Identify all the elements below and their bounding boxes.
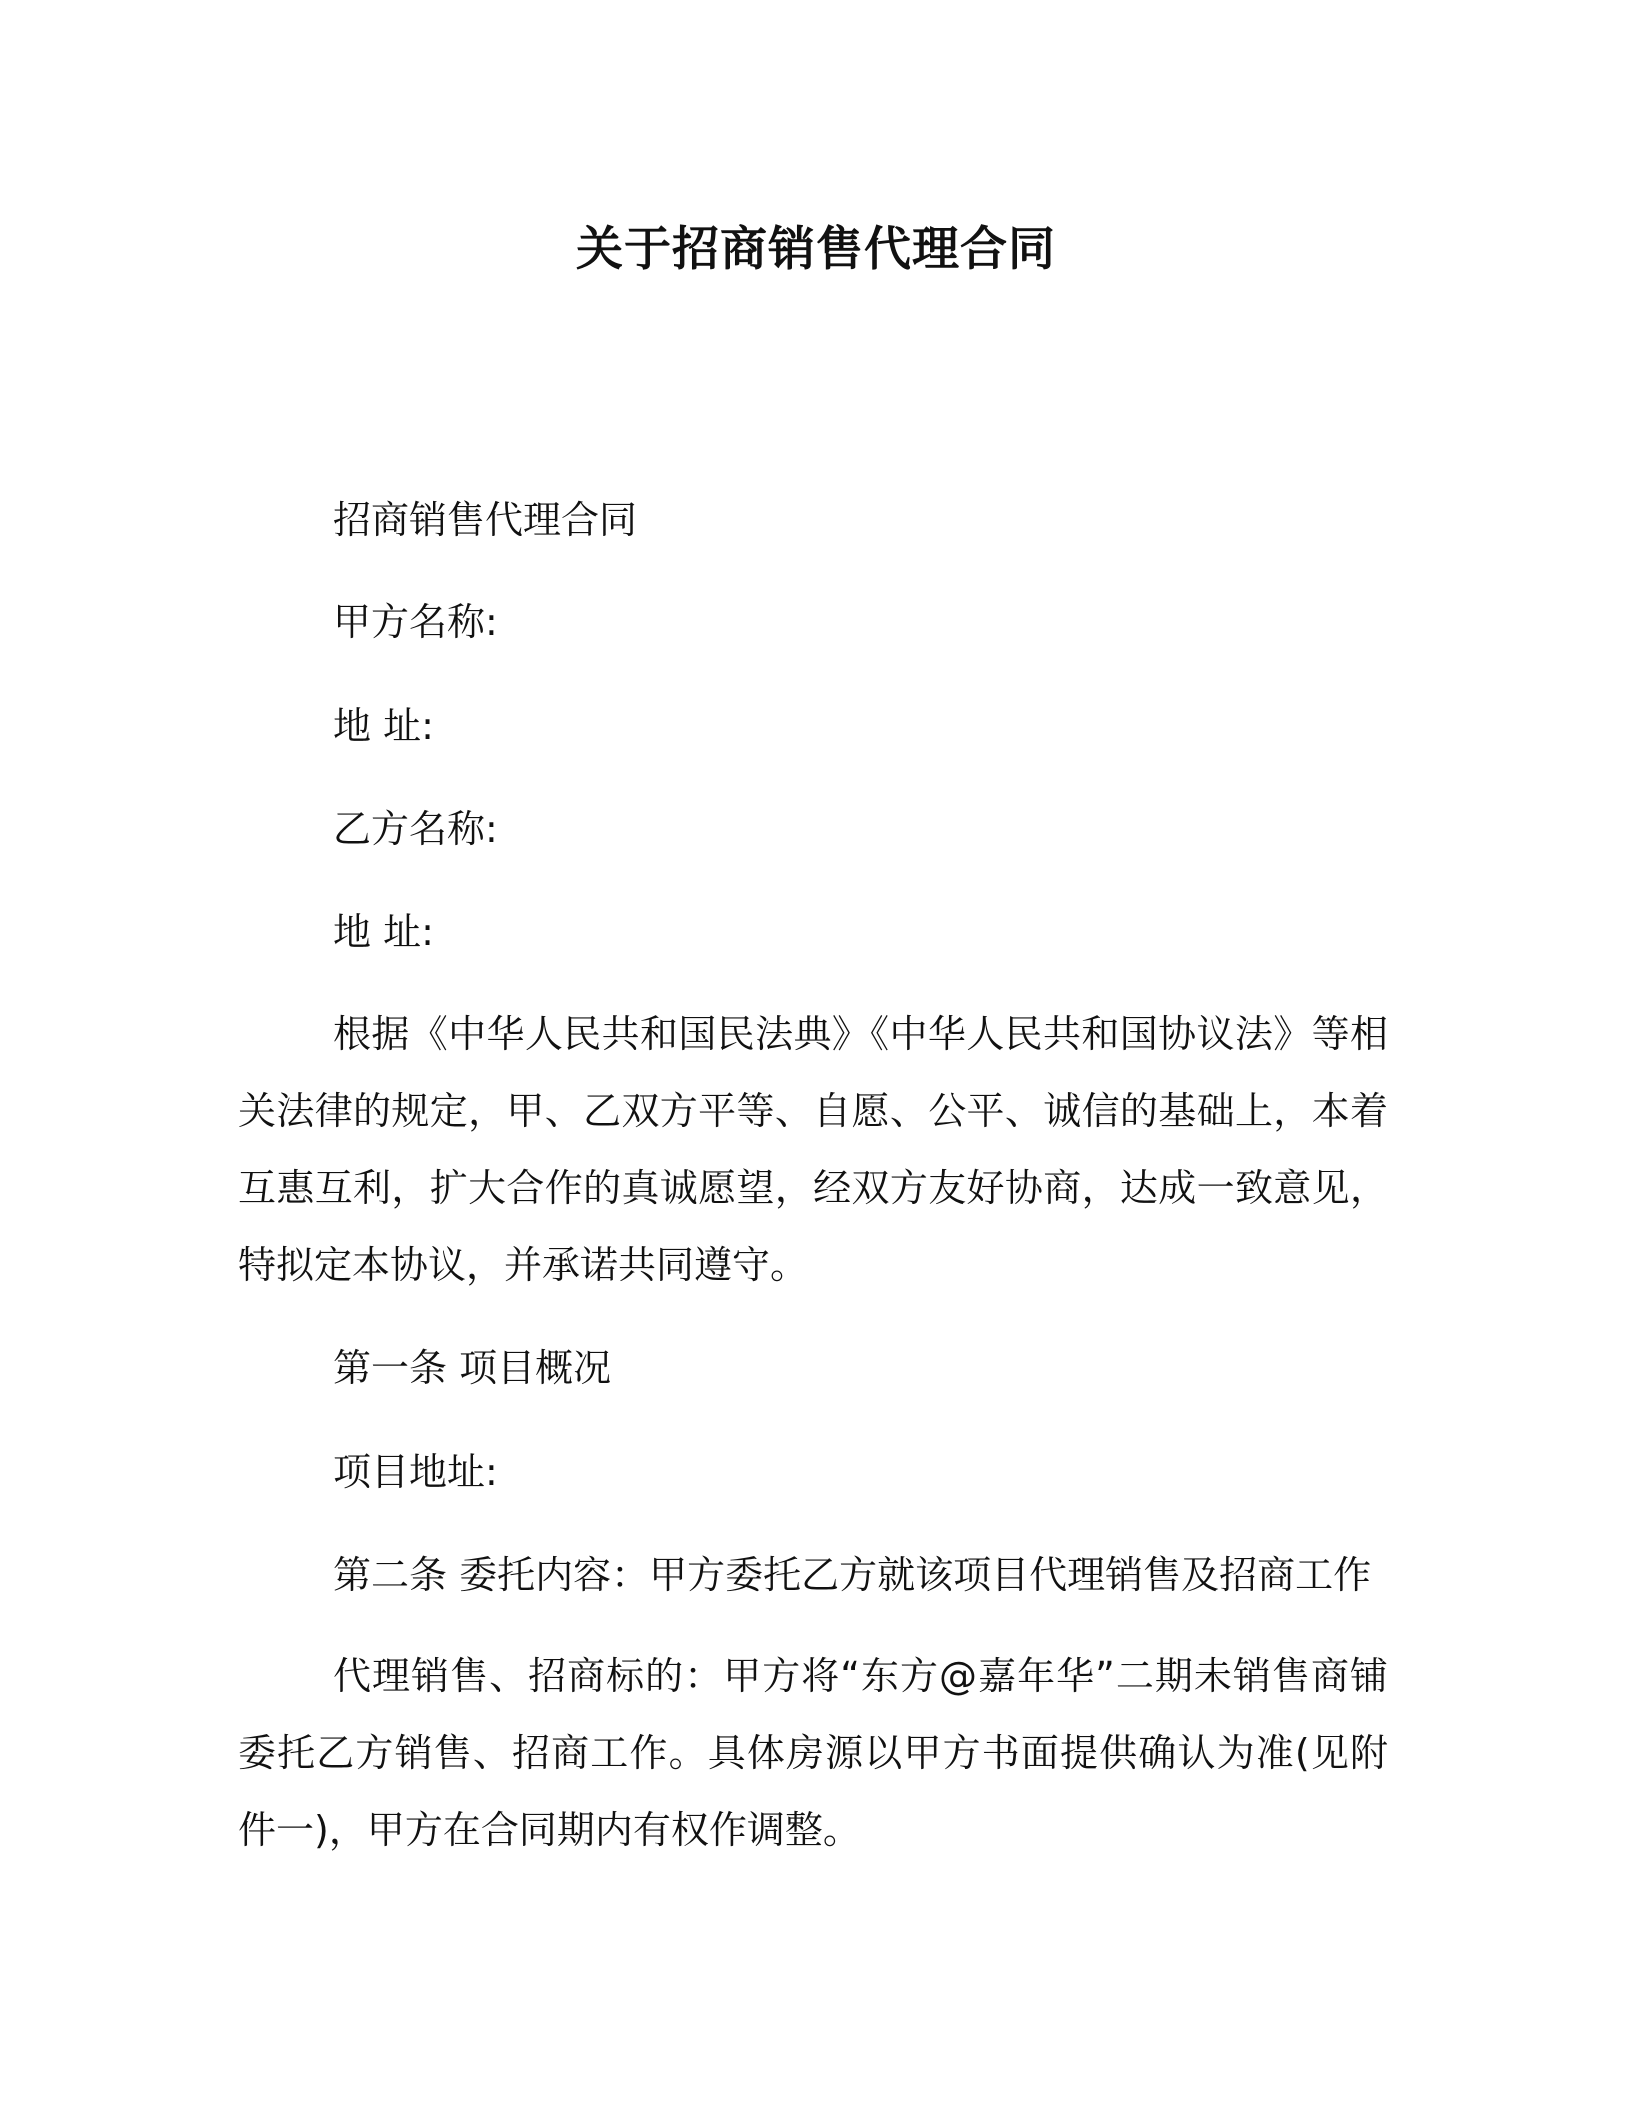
agency-subject-paragraph: 代理销售、招商标的：甲方将“东方@嘉年华”二期未销售商铺委托乙方销售、招商工作。具体房源以甲方书面提供确认为准(见附件一)，甲方在合同期内有权作调整。: [238, 1654, 1388, 1852]
article-2-heading: 第二条 委托内容：甲方委托乙方就该项目代理销售及招商工作: [333, 1553, 1372, 1597]
article-1-heading: 第一条 项目概况: [333, 1346, 612, 1390]
project-address-label: 项目地址:: [333, 1450, 498, 1494]
contract-name: 招商销售代理合同: [333, 498, 638, 542]
document-title: 关于招商销售代理合同: [576, 222, 1056, 277]
party-a-address-label: 地 址:: [333, 704, 434, 748]
preamble-paragraph: 根据《中华人民共和国民法典》《中华人民共和国协议法》等相关法律的规定，甲、乙双方平等、自愿、公平、诚信的基础上，本着互惠互利，扩大合作的真诚愿望，经双方友好协商，达成一致意见，特拟定本协议，并承诺共同遵守。: [238, 1012, 1388, 1287]
party-b-name-label: 乙方名称:: [333, 807, 498, 851]
party-b-address-label: 地 址:: [333, 910, 434, 954]
party-a-name-label: 甲方名称:: [333, 600, 498, 644]
